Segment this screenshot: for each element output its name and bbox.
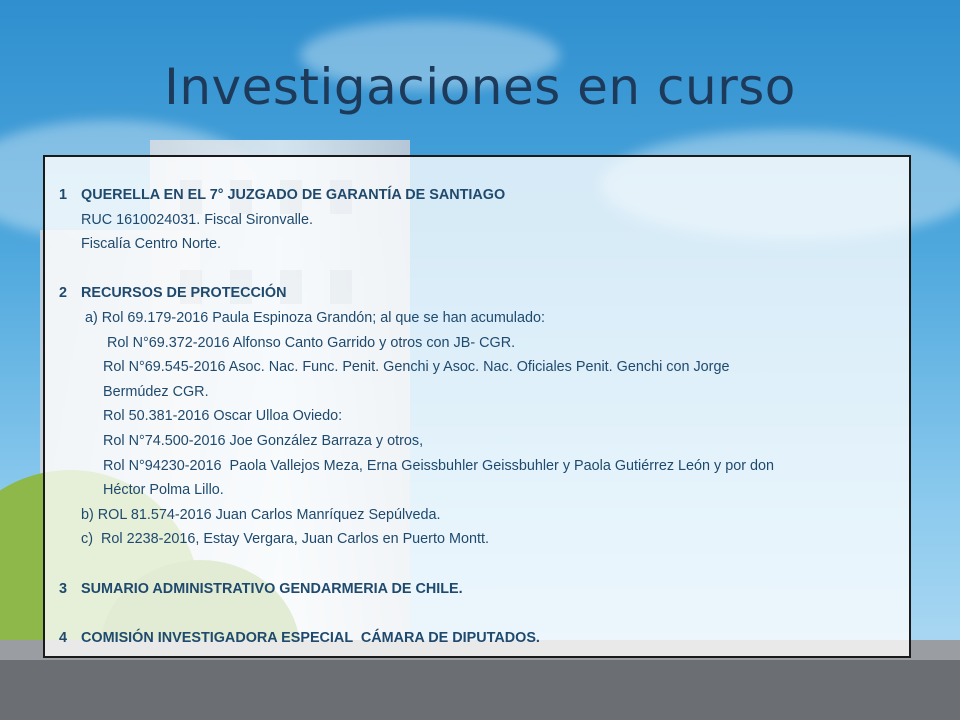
item-2-detail: Rol 50.381-2016 Oscar Ulloa Oviedo: bbox=[103, 408, 343, 425]
item-number: 1 bbox=[59, 187, 68, 203]
item-2-detail: Rol N°69.372-2016 Alfonso Canto Garrido y otros con JB- CGR. bbox=[103, 334, 516, 351]
street bbox=[0, 660, 960, 720]
item-4-heading: 4 COMISIÓN INVESTIGADORA ESPECIAL CÁMARA DE DIPUTADOS. bbox=[59, 626, 895, 651]
item-2-detail: Rol N°74.500-2016 Joe González Barraza y otros, bbox=[103, 432, 424, 449]
item-1-detail: Fiscalía Centro Norte. bbox=[81, 236, 221, 253]
item-1-heading: 1 QUERELLA EN EL 7° JUZGADO DE GARANTÍA DE SANTIAGO bbox=[59, 183, 895, 208]
item-2-detail: Rol N°69.545-2016 Asoc. Nac. Func. Penit. Genchi y Asoc. Nac. Oficiales Penit. Genchi con Jorge bbox=[103, 359, 730, 376]
item-number: 2 bbox=[59, 285, 68, 302]
item-2-detail: a) Rol 69.179-2016 Paula Espinoza Grandón; al que se han acumulado: bbox=[85, 309, 546, 326]
item-number: 3 bbox=[59, 580, 68, 597]
item-3-heading: 3 SUMARIO ADMINISTRATIVO GENDARMERIA DE CHILE. bbox=[59, 577, 895, 602]
item-2-detail: b) ROL 81.574-2016 Juan Carlos Manríquez Sepúlveda. bbox=[81, 506, 441, 523]
item-number: 4 bbox=[59, 629, 68, 646]
item-2-detail: Héctor Polma Lillo. bbox=[103, 482, 224, 499]
item-2-detail: c) Rol 2238-2016, Estay Vergara, Juan Carlos en Puerto Montt. bbox=[81, 531, 489, 548]
item-1-detail: RUC 1610024031. Fiscal Sironvalle. bbox=[81, 211, 313, 228]
item-2-heading: 2 RECURSOS DE PROTECCIÓN bbox=[59, 281, 895, 306]
item-2-detail: Bermúdez CGR. bbox=[103, 383, 209, 400]
content-box bbox=[43, 155, 911, 658]
slide-title: Investigaciones en curso bbox=[164, 58, 796, 116]
item-2-detail: Rol N°94230-2016 Paola Vallejos Meza, Erna Geissbuhler Geissbuhler y Paola Gutiérrez León y por don bbox=[103, 457, 775, 474]
